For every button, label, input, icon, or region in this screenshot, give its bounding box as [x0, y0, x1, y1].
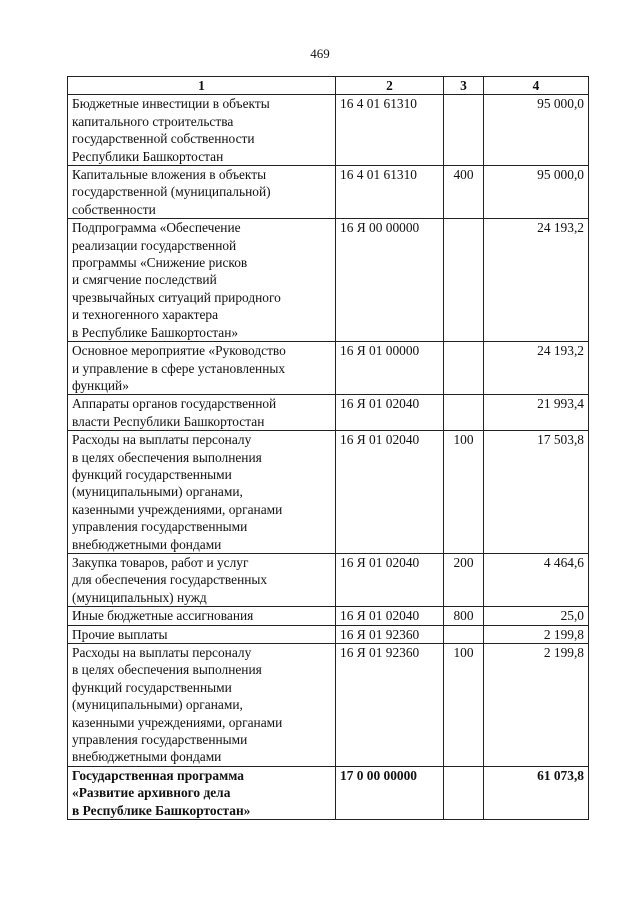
row-amount-cell: 21 993,4	[484, 395, 589, 431]
row-name-cell: Иные бюджетные ассигнования	[68, 607, 336, 625]
row-expense-type-cell: 100	[444, 644, 484, 767]
row-code-cell: 16 Я 00 00000	[336, 219, 444, 342]
row-name-cell: Бюджетные инвестиции в объекты капитального строительства государственной собственности Республики Башкортостан	[68, 95, 336, 166]
row-amount-cell: 95 000,0	[484, 95, 589, 166]
table-row	[68, 644, 589, 767]
table-row	[68, 766, 589, 819]
row-expense-type-cell: 400	[444, 166, 484, 219]
row-code-cell: 16 Я 01 02040	[336, 553, 444, 606]
row-code-cell: 16 Я 01 00000	[336, 342, 444, 395]
row-name-cell: Капитальные вложения в объекты государственной (муниципальной) собственности	[68, 166, 336, 219]
table-header-row	[68, 77, 589, 95]
row-amount-cell: 24 193,2	[484, 342, 589, 395]
row-expense-type-cell	[444, 395, 484, 431]
header-col-2: 2	[336, 77, 444, 95]
row-code-cell: 16 Я 01 02040	[336, 431, 444, 554]
row-code-cell: 16 Я 01 02040	[336, 395, 444, 431]
row-expense-type-cell: 800	[444, 607, 484, 625]
row-name-cell: Государственная программа «Развитие архивного дела в Республике Башкортостан»	[68, 766, 336, 819]
row-amount-cell: 17 503,8	[484, 431, 589, 554]
table-row	[68, 166, 589, 219]
table-row	[68, 553, 589, 606]
row-name-cell: Закупка товаров, работ и услуг для обеспечения государственных (муниципальных) нужд	[68, 553, 336, 606]
row-expense-type-cell: 200	[444, 553, 484, 606]
row-amount-cell: 24 193,2	[484, 219, 589, 342]
row-amount-cell: 4 464,6	[484, 553, 589, 606]
row-amount-cell: 2 199,8	[484, 625, 589, 643]
budget-table	[67, 76, 589, 820]
header-col-3: 3	[444, 77, 484, 95]
row-code-cell: 17 0 00 00000	[336, 766, 444, 819]
row-name-cell: Аппараты органов государственной власти Республики Башкортостан	[68, 395, 336, 431]
row-code-cell: 16 4 01 61310	[336, 166, 444, 219]
row-expense-type-cell	[444, 625, 484, 643]
row-expense-type-cell	[444, 342, 484, 395]
row-expense-type-cell	[444, 95, 484, 166]
table-row	[68, 219, 589, 342]
row-code-cell: 16 Я 01 92360	[336, 644, 444, 767]
header-col-4: 4	[484, 77, 589, 95]
row-name-cell: Расходы на выплаты персоналу в целях обеспечения выполнения функций государственными (муниципальными) органами, казенными учреждениями, органами управления государственными внебюджетными фондами	[68, 644, 336, 767]
row-code-cell: 16 4 01 61310	[336, 95, 444, 166]
table-row	[68, 342, 589, 395]
table-row	[68, 431, 589, 554]
table-row	[68, 607, 589, 625]
row-amount-cell: 25,0	[484, 607, 589, 625]
table-row	[68, 625, 589, 643]
row-amount-cell: 95 000,0	[484, 166, 589, 219]
row-amount-cell: 61 073,8	[484, 766, 589, 819]
row-name-cell: Прочие выплаты	[68, 625, 336, 643]
row-expense-type-cell	[444, 219, 484, 342]
row-code-cell: 16 Я 01 92360	[336, 625, 444, 643]
row-expense-type-cell	[444, 766, 484, 819]
row-name-cell: Расходы на выплаты персоналу в целях обеспечения выполнения функций государственными (муниципальными) органами, казенными учреждениями, органами управления государственными внебюджетными фондами	[68, 431, 336, 554]
table-row	[68, 95, 589, 166]
row-code-cell: 16 Я 01 02040	[336, 607, 444, 625]
header-col-1: 1	[68, 77, 336, 95]
row-amount-cell: 2 199,8	[484, 644, 589, 767]
row-name-cell: Подпрограмма «Обеспечение реализации государственной программы «Снижение рисков и смягчение последствий чрезвычайных ситуаций природного и техногенного характера в Республике Башкортостан»	[68, 219, 336, 342]
row-name-cell: Основное мероприятие «Руководство и управление в сфере установленных функций»	[68, 342, 336, 395]
row-expense-type-cell: 100	[444, 431, 484, 554]
page-number: 469	[310, 46, 330, 61]
table-row	[68, 395, 589, 431]
table-body	[68, 95, 589, 820]
